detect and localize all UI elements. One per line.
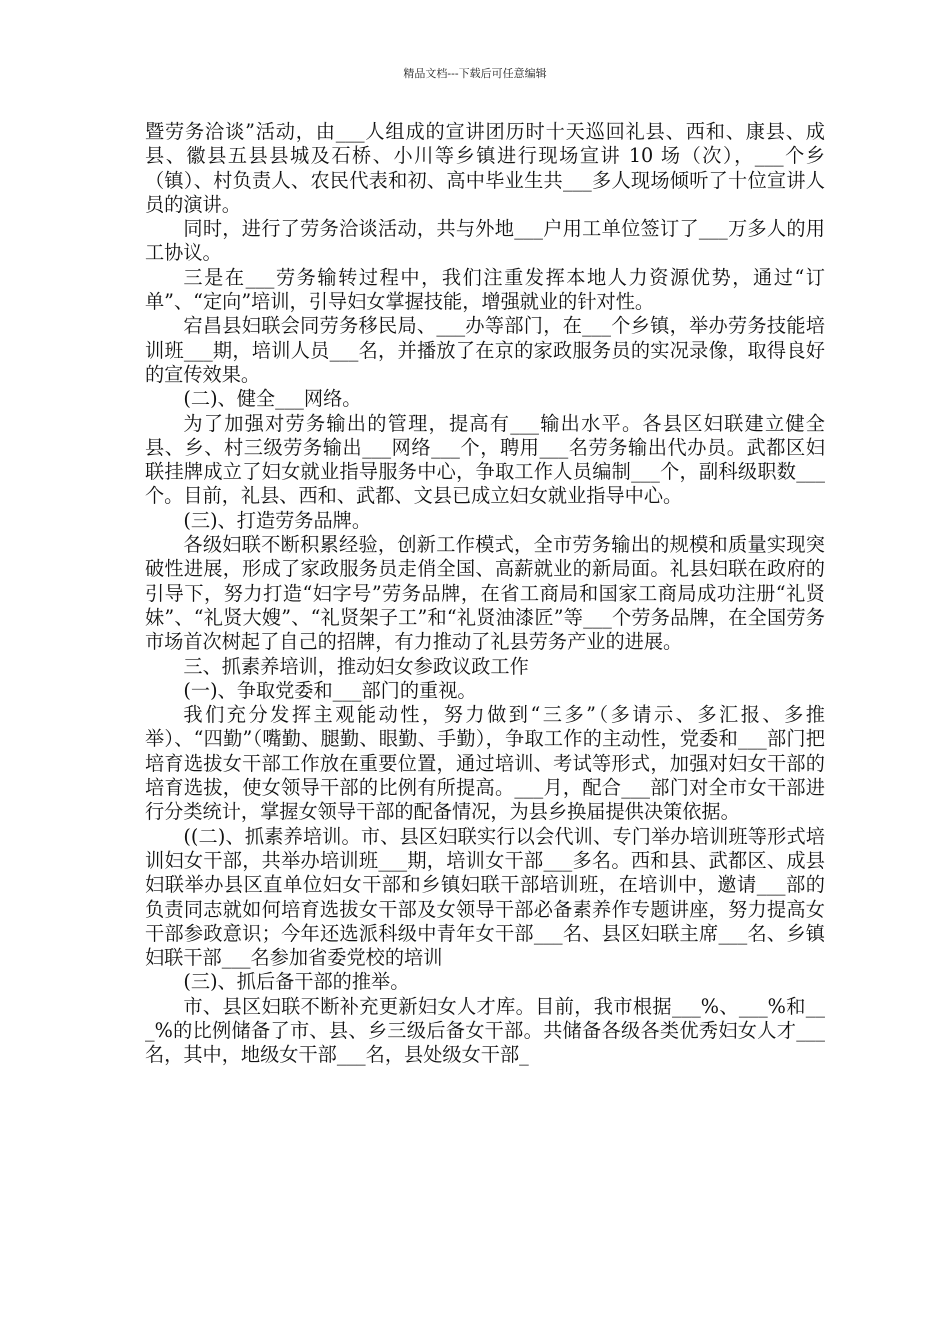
section-heading: (三)、抓后备干部的推举。	[183, 970, 410, 994]
paragraph: 同时，进行了劳务洽谈活动，共与外地___户用工单位签订了___万多人的用工协议。	[145, 217, 825, 265]
section-heading: (二)、健全___网络。	[183, 387, 362, 411]
paragraph: ((二)、抓素养培训。市、县区妇联实行以会代训、专门举办培训班等形式培训妇女干部，共举办培训班___期，培训女干部___多名。西和县、武都区、成县妇联举办县区直单位妇女干部和乡镇妇联干部培训班，在培训中，邀请___部的负责同志就如何培育选拔女干部及女领导干部必备素养作专题讲座，努力提高女干部参政意识；今年还选派科级中青年女干部___名、县区妇联主席___名、乡镇妇联干部___名参加省委党校的培训	[145, 824, 825, 970]
paragraph: 为了加强对劳务输出的管理，提高有___输出水平。各县区妇联建立健全县、乡、村三级劳务输出___网络___个，聘用___名劳务输出代办员。武都区妇联挂牌成立了妇女就业指导服务中心，争取工作人员编制___个，副科级职数___个。目前，礼县、西和、武都、文县已成立妇女就业指导中心。	[145, 411, 825, 508]
document-body	[145, 120, 825, 1068]
section-heading: 三、抓素养培训，推动妇女参政议政工作	[183, 654, 529, 678]
paragraph: 市、县区妇联不断补充更新妇女人才库。目前，我市根据___%、___%和___%的比例储备了市、县、乡三级后备女干部。共储备各级各类优秀妇女人才___名，其中，地级女干部___名，县处级女干部_	[145, 994, 825, 1067]
paragraph: 暨劳务洽谈”活动，由___人组成的宣讲团历时十天巡回礼县、西和、康县、成县、徽县五县县城及石桥、小川等乡镇进行现场宣讲 10 场（次），___个乡（镇）、村负责人、农民代表和初、高中毕业生共___多人现场倾听了十位宣讲人员的演讲。	[145, 120, 825, 216]
section-heading: (三)、打造劳务品牌。	[183, 508, 372, 532]
section-heading: (一)、争取党委和___部门的重视。	[183, 678, 477, 702]
paragraph: 各级妇联不断积累经验，创新工作模式，全市劳务输出的规模和质量实现突破性进展，形成了家政服务员走俏全国、高薪就业的新局面。礼县妇联在政府的引导下，努力打造“妇字号”劳务品牌，在省工商局和国家工商局成功注册“礼贤妹”、“礼贤大嫂”、“礼贤架子工”和“礼贤油漆匠”等___个劳务品牌，在全国劳务市场首次树起了自己的招牌，有力推动了礼县劳务产业的进展。	[145, 533, 825, 654]
page-header: 精品文档---下载后可任意编辑	[403, 67, 547, 80]
paragraph: 宕昌县妇联会同劳务移民局、___办等部门，在___个乡镇，举办劳务技能培训班___期，培训人员___名，并播放了在京的家政服务员的实况录像，取得良好的宣传效果。	[145, 314, 825, 386]
paragraph: 三是在___劳务输转过程中，我们注重发挥本地人力资源优势，通过“订单”、“定向”培训，引导妇女掌握技能，增强就业的针对性。	[145, 265, 825, 314]
paragraph: 我们充分发挥主观能动性，努力做到“三多”（多请示、多汇报、多推举）、“四勤”（嘴勤、腿勤、眼勤、手勤），争取工作的主动性，党委和___部门把培育选拔女干部工作放在重要位置，通过培训、考试等形式，加强对妇女干部的培育选拔，使女领导干部的比例有所提高。___月，配合___部门对全市女干部进行分类统计，掌握女领导干部的配备情况，为县乡换届提供决策依据。	[145, 703, 825, 824]
